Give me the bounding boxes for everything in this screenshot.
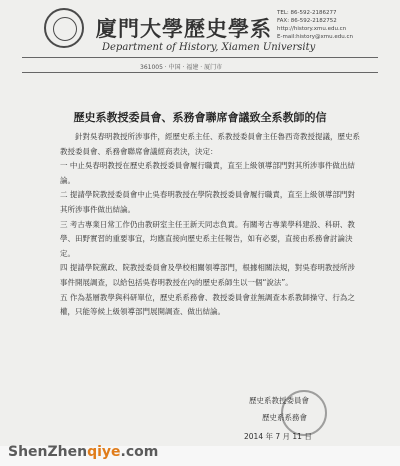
postal-address: 361005 · 中国 · 福建 · 厦门市 [140,64,223,71]
letter-paragraph: 三 考古專業日常工作仍由教研室主任王新天同志負責。有關考古專業學科建設、科研、教學、田野實習的重要事宜，均應直接向歷史系主任報告，如有必要，直接由系務會討論決定。 [60,219,355,258]
letter-paragraph: 四 提請學院黨政、院教授委員會及學校相關領導部門，根據相關法規，對吳春明教授所涉事件開展調查，以給包括吳春明教授在內的歷史系師生以一個“說法”。 [60,263,355,287]
letter-paragraph: 二 提請學院教授委員會中止吳春明教授在學院教授委員會履行職責，直至上級領導部門對其所涉事件做出結論。 [60,190,355,214]
letter-body [60,130,360,320]
signature-affairs: 歷史系系務會 [262,413,307,422]
watermark-part: qiye [87,444,121,460]
university-seal-icon [44,8,84,48]
contact-email: E-mail:history@xmu.edu.cn [277,34,353,40]
contact-tel: TEL: 86-592-2186277 [277,10,337,16]
letter-date: 2014 年 7 月 11 日 [244,432,312,441]
department-name-chinese: 廈門大學歷史學系 [96,16,272,41]
watermark-text [8,444,158,460]
header-divider-top [22,57,378,58]
letter-paragraph: 針對吳春明教授所涉事件，經歷史系主任、系教授委員會主任魯西奇教授提議，歷史系教授委員會、系務會聯席會議經商表決，決定： [60,132,360,156]
watermark-part: ShenZhen [8,444,88,460]
header-divider-bottom [22,72,378,73]
department-name-english: Department of History, Xiamen University [102,42,316,53]
letter-title: 歷史系教授委員會、系務會聯席會議致全系教師的信 [73,111,327,124]
letter-paragraph: 一 中止吳春明教授在歷史系教授委員會履行職責，直至上級領導部門對其所涉事件做出結論。 [60,161,355,185]
watermark-part: .com [120,444,159,460]
signature-committee: 歷史系教授委員會 [249,396,309,405]
contact-fax: FAX: 86-592-2182752 [277,18,337,24]
contact-block [277,9,353,41]
letter-paragraph: 五 作為基層教學與科研單位，歷史系系務會、教授委員會並無調查本系教師操守、行為之權，只能等候上級領導部門展開調查、做出結論。 [60,292,355,317]
contact-website: http://history.xmu.edu.cn [277,26,347,32]
